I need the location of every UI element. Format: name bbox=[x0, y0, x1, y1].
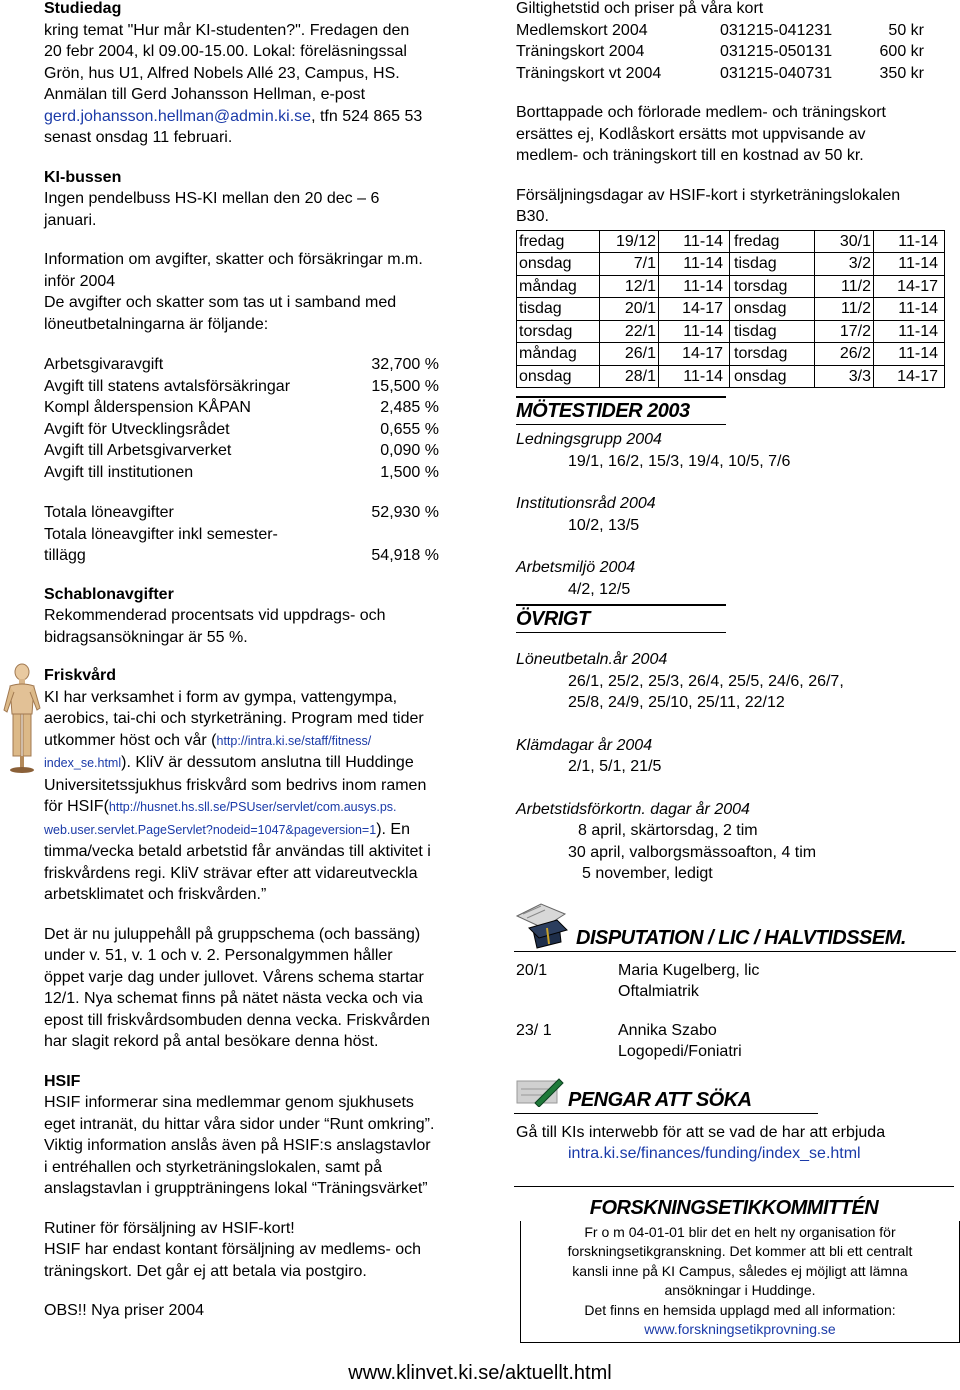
disputation-title: DISPUTATION / LIC / HALVTIDSSEM. bbox=[576, 926, 906, 949]
schedule-cell: torsdag bbox=[517, 320, 600, 343]
schablon-title: Schablonavgifter bbox=[44, 585, 174, 603]
jul-line: Det är nu juluppehåll på gruppschema (och bassäng) bbox=[44, 925, 421, 943]
graduation-book-image bbox=[515, 898, 575, 959]
schedule-cell: 11-14 bbox=[874, 230, 945, 253]
schedule-cell: onsdag bbox=[730, 298, 815, 321]
schedule-cell: 11-14 bbox=[874, 298, 945, 321]
friskvard-line: friskvårdens regi. KliV strävar efter att vidareutveckla bbox=[44, 864, 418, 882]
sales-line: B30. bbox=[516, 208, 549, 225]
hsif-section bbox=[44, 1071, 484, 1322]
arb-label: Arbetstidsförkortn. dagar år 2004 bbox=[516, 800, 750, 818]
klam-label: Klämdagar år 2004 bbox=[516, 736, 653, 754]
schedule-cell: 17/2 bbox=[815, 320, 874, 343]
motestider-section bbox=[516, 396, 956, 600]
jul-line: öppet varje dag under jullovet. Vårens schema startar bbox=[44, 968, 424, 986]
forskning-header bbox=[514, 1186, 954, 1221]
hsif-line: eget intranät, du hittar våra sidor under “Runt omkring”. bbox=[44, 1115, 435, 1133]
schedule-cell: måndag bbox=[517, 343, 600, 366]
fee-row: Avgift för Utvecklingsrådet 0,655 % bbox=[44, 420, 439, 438]
motestider-header bbox=[516, 396, 726, 425]
avgifter-subtitle: inför 2004 bbox=[44, 272, 116, 290]
avgifter-intro: De avgifter och skatter som tas ut i samband med bbox=[44, 294, 397, 311]
schedule-cell: onsdag bbox=[517, 253, 600, 276]
schedule-cell: 3/2 bbox=[815, 253, 874, 276]
ovrigt-title: ÖVRIGT bbox=[516, 608, 590, 630]
fee-row: Avgift till Arbetsgivarverket 0,090 % bbox=[44, 442, 439, 459]
schedule-cell: 14-17 bbox=[874, 365, 945, 388]
funding-link[interactable]: intra.ki.se/finances/funding/index_se.html bbox=[568, 1145, 861, 1162]
wooden-mannequin-image bbox=[2, 662, 42, 779]
schedule-row bbox=[517, 365, 945, 388]
friskvard-title: Friskvård bbox=[44, 667, 117, 684]
schedule-cell: tisdag bbox=[730, 320, 815, 343]
avgifter-intro: löneutbetalningarna är följande: bbox=[44, 315, 269, 333]
studiedag-line: Anmälan till Gerd Johansson Hellman, e-post bbox=[44, 86, 366, 103]
jul-line: epost till friskvårdsombuden denna vecka. Friskvården bbox=[44, 1011, 430, 1029]
sales-line: Försäljningsdagar av HSIF-kort i styrketräningslokalen bbox=[516, 186, 901, 204]
avgifter-section bbox=[44, 249, 484, 567]
ovrigt-section bbox=[516, 604, 956, 885]
schedule-row bbox=[517, 253, 945, 276]
lon-dates: 26/1, 25/2, 25/3, 26/4, 25/5, 24/6, 26/7, bbox=[568, 672, 844, 690]
phone-text: , tfn 524 865 53 bbox=[311, 107, 423, 125]
fee-row: Avgift till statens avtalsförsäkringar 15,500 % bbox=[44, 377, 439, 395]
studiedag-email-line bbox=[44, 106, 484, 128]
disputation-item: 23/ 1 Annika Szabo Logopedi/Foniatri bbox=[516, 1021, 742, 1060]
pengar-title: PENGAR ATT SÖKA bbox=[568, 1088, 752, 1111]
jul-line: under v. 51, v. 1 och v. 2. Personalgymmen håller bbox=[44, 947, 393, 964]
meeting-label: Arbetsmiljö 2004 bbox=[516, 559, 636, 576]
fee-row: Arbetsgivaravgift 32,700 % bbox=[44, 356, 439, 373]
schedule-cell: 22/1 bbox=[600, 320, 659, 343]
total2-label: Totala löneavgifter inkl semester- bbox=[44, 525, 278, 543]
meeting-label: Institutionsråd 2004 bbox=[516, 495, 656, 512]
schedule-cell: måndag bbox=[517, 275, 600, 298]
fee-row: Avgift till institutionen 1,500 % bbox=[44, 463, 439, 481]
studiedag-line: Grön, hus U1, Alfred Nobels Allé 23, Campus, HS. bbox=[44, 64, 400, 82]
disputation-section bbox=[516, 925, 956, 1063]
schedule-cell: 12/1 bbox=[600, 275, 659, 298]
ovrigt-header bbox=[516, 604, 726, 633]
schedule-cell: 11-14 bbox=[874, 253, 945, 276]
kibussen-section bbox=[44, 167, 484, 232]
fee-row: Kompl ålderspension KÅPAN 2,485 % bbox=[44, 399, 439, 416]
friskvard-section bbox=[44, 665, 484, 906]
schedule-cell: fredag bbox=[517, 230, 600, 253]
arb-date: 5 november, ledigt bbox=[582, 865, 713, 882]
friskvard-line: KI har verksamhet i form av gympa, vattengympa, bbox=[44, 688, 398, 706]
schedule-row bbox=[517, 275, 945, 298]
forskningsetik-link[interactable]: www.forskningsetikprovning.se bbox=[644, 1321, 836, 1337]
schedule-cell: tisdag bbox=[517, 298, 600, 321]
arb-date: 8 april, skärtorsdag, 2 tim bbox=[578, 822, 758, 839]
schedule-cell: 3/3 bbox=[815, 365, 874, 388]
husnet-link[interactable]: web.user.servlet.PageServlet?nodeid=1047&pageversion=1 bbox=[44, 822, 377, 837]
kibussen-line: januari. bbox=[44, 211, 97, 229]
studiedag-line: senast onsdag 11 februari. bbox=[44, 129, 233, 146]
hsif-line: anslagstavlan i gruppträningens lokal “Träningsvärket” bbox=[44, 1180, 428, 1197]
right-column bbox=[516, 0, 956, 1343]
schedule-row bbox=[517, 298, 945, 321]
meeting-dates: 10/2, 13/5 bbox=[568, 516, 640, 534]
pengar-line: Gå till KIs interwebb för att se vad de har att erbjuda bbox=[516, 1123, 886, 1141]
schedule-cell: 14-17 bbox=[659, 343, 730, 366]
pengar-section bbox=[516, 1087, 956, 1165]
friskvard-line: för HSIF(http://husnet.hs.sll.se/PSUser/servlet/com.ausys.ps. bbox=[44, 798, 397, 815]
schedule-cell: 14-17 bbox=[874, 275, 945, 298]
schedule-cell: 11-14 bbox=[659, 253, 730, 276]
schedule-row bbox=[517, 230, 945, 253]
schedule-cell: 11-14 bbox=[659, 320, 730, 343]
rutiner-line: HSIF har endast kontant försäljning av medlems- och bbox=[44, 1241, 422, 1258]
fitness-link[interactable]: http://intra.ki.se/staff/fitness/ bbox=[216, 733, 372, 748]
lost-line: Borttappade och förlorade medlem- och träningskort bbox=[516, 104, 886, 121]
schedule-cell: torsdag bbox=[730, 275, 815, 298]
price-row: Träningskort vt 2004 031215-040731 350 kr bbox=[516, 64, 924, 82]
schedule-row bbox=[517, 320, 945, 343]
schedule-cell: 20/1 bbox=[600, 298, 659, 321]
schedule-cell: 11-14 bbox=[874, 343, 945, 366]
disputation-item: 20/1 Maria Kugelberg, lic Oftalmiatrik bbox=[516, 961, 760, 1000]
forskning-section bbox=[516, 1186, 956, 1343]
friskvard-line: index_se.html). KliV är dessutom anslutna till Huddinge bbox=[44, 754, 414, 771]
fitness-link[interactable]: index_se.html bbox=[44, 756, 122, 770]
schedule-cell: 11-14 bbox=[659, 365, 730, 388]
schedule-cell: 14-17 bbox=[659, 298, 730, 321]
priser-title: Giltighetstid och priser på våra kort bbox=[516, 0, 764, 17]
arb-date: 30 april, valborgsmässoafton, 4 tim bbox=[568, 843, 817, 861]
friskvard-line: arbetsklimatet och friskvården.” bbox=[44, 886, 267, 903]
priser-section bbox=[516, 0, 956, 228]
meeting-dates: 19/1, 16/2, 15/3, 19/4, 10/5, 7/6 bbox=[568, 452, 791, 470]
studiedag-line: kring temat "Hur mår KI-studenten?". Fredagen den bbox=[44, 21, 410, 39]
schedule-cell: 11-14 bbox=[659, 230, 730, 253]
lost-line: medlem- och träningskort till en kostnad av 50 kr. bbox=[516, 147, 864, 164]
hsif-line: Viktig information anslås även på HSIF:s anslagstavlor bbox=[44, 1137, 431, 1154]
avgifter-title: Information om avgifter, skatter och försäkringar m.m. bbox=[44, 251, 423, 268]
forskning-title: FORSKNINGSETIKKOMMITTÉN bbox=[589, 1196, 879, 1219]
schedule-cell: 11/2 bbox=[815, 298, 874, 321]
studiedag-line: 20 febr 2004, kl 09.00-15.00. Lokal: föreläsningssal bbox=[44, 43, 407, 60]
schedule-cell: 26/1 bbox=[600, 343, 659, 366]
rutiner-line: Rutiner för försäljning av HSIF-kort! bbox=[44, 1219, 295, 1237]
kibussen-title: KI-bussen bbox=[44, 168, 122, 186]
schedule-cell: 30/1 bbox=[815, 230, 874, 253]
schablon-line: bidragsansökningar är 55 %. bbox=[44, 628, 248, 646]
friskvard-line: aerobics, tai-chi och styrketräning. Program med tider bbox=[44, 710, 424, 727]
lon-dates: 25/8, 24/9, 25/10, 25/11, 22/12 bbox=[568, 694, 785, 711]
schedule-cell: 28/1 bbox=[600, 365, 659, 388]
schedule-cell: 11-14 bbox=[659, 275, 730, 298]
email-link[interactable]: gerd.johansson.hellman@admin.ki.se bbox=[44, 107, 312, 125]
schedule-cell: 19/12 bbox=[600, 230, 659, 253]
obs-line: OBS!! Nya priser 2004 bbox=[44, 1302, 205, 1319]
jul-line: 12/1. Nya schemat finns på nätet nästa vecka och via bbox=[44, 990, 423, 1007]
price-row: Medlemskort 2004 031215-041231 50 kr bbox=[516, 21, 924, 39]
friskvard-line: web.user.servlet.PageServlet?nodeid=1047&pageversion=1). En bbox=[44, 820, 410, 838]
motestider-title: MÖTESTIDER 2003 bbox=[516, 400, 690, 422]
schedule-cell: onsdag bbox=[517, 365, 600, 388]
lost-line: ersättes ej, Kodlåskort ersätts mot uppvisande av bbox=[516, 125, 866, 143]
footer-url[interactable]: www.klinvet.ki.se/aktuellt.html bbox=[348, 1362, 612, 1384]
jul-section bbox=[44, 924, 484, 1053]
schedule-cell: 7/1 bbox=[600, 253, 659, 276]
studiedag-section bbox=[44, 0, 484, 149]
total-row: Totala löneavgifter 52,930 % bbox=[44, 504, 439, 521]
friskvard-line: timma/vecka betald arbetstid får användas till aktivitet i bbox=[44, 843, 431, 860]
lon-label: Löneutbetaln.år 2004 bbox=[516, 651, 668, 668]
forskning-box: Fr o m 04-01-01 blir det en helt ny organisation för forskningsetikgranskning. Det kommer att bli ett centralt kansli inne på KI Campus, således ej möjligt att lämna ansökningar i Huddinge. Det finns en hemsida upplagd med all information: www.forskningsetikprovning.se bbox=[520, 1221, 960, 1343]
pen-image bbox=[515, 1077, 565, 1112]
schedule-row bbox=[517, 343, 945, 366]
schedule-cell: fredag bbox=[730, 230, 815, 253]
schedule-cell: 26/2 bbox=[815, 343, 874, 366]
schablon-line: Rekommenderad procentsats vid uppdrags- och bbox=[44, 607, 386, 624]
hsif-line: i entréhallen och styrketräningslokalen, samt på bbox=[44, 1158, 382, 1176]
jul-line: har slagit rekord på antal besökare denna höst. bbox=[44, 1033, 379, 1050]
rutiner-line: träningskort. Det går ej att betala via postgiro. bbox=[44, 1262, 367, 1280]
klam-dates: 2/1, 5/1, 21/5 bbox=[568, 758, 662, 775]
total-row: tillägg 54,918 % bbox=[44, 547, 439, 564]
hsif-line: HSIF informerar sina medlemmar genom sjukhusets bbox=[44, 1094, 414, 1111]
kibussen-line: Ingen pendelbuss HS-KI mellan den 20 dec – 6 bbox=[44, 190, 380, 207]
schedule-cell: 11/2 bbox=[815, 275, 874, 298]
friskvard-line: utkommer höst och vår (http://intra.ki.se/staff/fitness/ bbox=[44, 731, 372, 749]
hsif-title: HSIF bbox=[44, 1072, 81, 1090]
schablon-section bbox=[44, 584, 484, 649]
disputation-header bbox=[514, 925, 956, 952]
schedule-cell: tisdag bbox=[730, 253, 815, 276]
meeting-dates: 4/2, 12/5 bbox=[568, 580, 631, 598]
schedule-cell: 11-14 bbox=[874, 320, 945, 343]
husnet-link[interactable]: http://husnet.hs.sll.se/PSUser/servlet/com.ausys.ps. bbox=[108, 800, 397, 814]
schedule-cell: torsdag bbox=[730, 343, 815, 366]
meeting-label: Ledningsgrupp 2004 bbox=[516, 431, 662, 448]
left-column bbox=[44, 0, 484, 1322]
schedule-cell: onsdag bbox=[730, 365, 815, 388]
friskvard-line: Universitetssjukhus friskvård som bedrivs inom ramen bbox=[44, 776, 427, 794]
studiedag-title: Studiedag bbox=[44, 0, 122, 17]
sales-schedule-table bbox=[516, 230, 945, 389]
price-row: Träningskort 2004 031215-050131 600 kr bbox=[516, 43, 924, 60]
